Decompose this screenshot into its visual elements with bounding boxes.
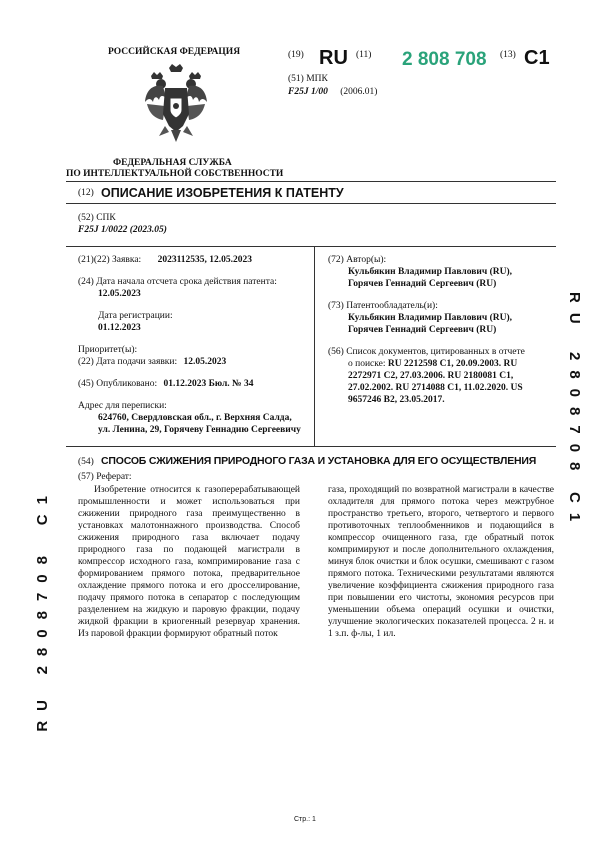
cited-line: 2272971 C2, 27.03.2006. RU 2180081 C1,: [348, 371, 514, 381]
bib-right: [328, 254, 554, 406]
priority-label: Приоритет(ы):: [78, 345, 138, 355]
emblem-icon: [143, 62, 209, 144]
side-right-kind: C1: [566, 492, 583, 532]
published-value: 01.12.2023 Бюл. № 34: [163, 379, 254, 389]
rule-bib-bottom: [66, 446, 556, 447]
code-54: (54): [78, 457, 94, 467]
bib-column-divider: [314, 246, 315, 446]
ipc-line: [288, 86, 377, 98]
authors-label: (72) Автор(ы):: [328, 255, 387, 265]
cited-line: 9657246 B2, 23.05.2017.: [348, 395, 445, 405]
author-item: Кульбякин Владимир Павлович (RU),: [348, 267, 513, 277]
application-value: 2023112535, 12.05.2023: [157, 255, 253, 265]
owner-item: Кульбякин Владимир Павлович (RU),: [348, 313, 513, 323]
abstract-right-column: [328, 484, 554, 640]
side-left-country: RU: [34, 690, 51, 732]
ipc-label: (51) МПК: [288, 74, 328, 84]
cited-line: RU 2212598 C1, 20.09.2003. RU: [387, 359, 518, 369]
ipc-value: F25J 1/00: [288, 87, 328, 97]
filing-value: 12.05.2023: [183, 357, 227, 367]
address-label: Адрес для переписки:: [78, 401, 167, 411]
bib-left: [78, 254, 310, 436]
country-code: RU: [319, 47, 348, 69]
country-name: РОССИЙСКАЯ ФЕДЕРАЦИЯ: [108, 47, 241, 57]
code-19: (19): [288, 50, 304, 60]
rule-top: [66, 181, 556, 182]
author-item: Горячев Геннадий Сергеевич (RU): [348, 279, 497, 289]
published-label: (45) Опубликовано:: [78, 379, 158, 389]
term-start-value: 12.05.2023: [98, 289, 141, 299]
ipc-date: (2006.01): [340, 87, 378, 97]
cited-prefix: о поиске:: [348, 359, 386, 369]
agency-line2: ПО ИНТЕЛЛЕКТУАЛЬНОЙ СОБСТВЕННОСТИ: [66, 169, 284, 179]
code-11: (11): [356, 50, 372, 60]
abstract-right-text: газа, проходящий по возвратной магистрали в качестве охладителя для прямого потока через межтрубное пространство третьего, второго, четвертого и первого противоточных теплообменников и подающийся в компрессор очищенного газа, где обратный поток компримируют и после дополнительного охлаждения, минуя блок очистки и блок осушки, смешивают с газом прямого потока. Техническими результатами являются увеличение коэффициента сжижения природного газа при повышении его чистоты, экономия ресурсов при уменьшении объема операций осушки и очистки, улучшение экологических показателей процесса. 2 н. и 1 з.п. ф-лы, 1 ил.: [328, 485, 554, 639]
document-type: ОПИСАНИЕ ИЗОБРЕТЕНИЯ К ПАТЕНТУ: [101, 186, 344, 200]
code-12: (12): [78, 188, 94, 198]
rule-bib-top: [66, 246, 556, 247]
rule-under-title: [66, 203, 556, 204]
side-right-number: 2808708: [566, 352, 583, 481]
abstract-left-column: [78, 484, 300, 640]
application-label: (21)(22) Заявка:: [78, 255, 142, 265]
address-line: 624760, Свердловская обл., г. Верхняя Салда,: [98, 413, 292, 423]
abstract-left-text: Изобретение относится к газоперерабатывающей промышленности и может использоваться при сжижении природного газа преимущественно в установках малотоннажного производства. Способ сжижения природного газа включает подачу природного газа по подающей магистрали в компрессор исходного газа, компримирование газа с формированием прямого потока, предварительное охлаждение прямого потока и его дросселирование, подачу прямого потока в сепаратор с последующим разделением на жидкую и паровую фракции, подачу жидкой фракции в криогенный резервуар хранения. Из паровой фракции формируют обратный поток: [78, 485, 300, 639]
address-line: ул. Ленина, 29, Горячеву Геннадию Сергеевичу: [98, 425, 301, 435]
invention-title: СПОСОБ СЖИЖЕНИЯ ПРИРОДНОГО ГАЗА И УСТАНОВКА ДЛЯ ЕГО ОСУЩЕСТВЛЕНИЯ: [101, 455, 537, 467]
side-left-number: 2808708: [34, 546, 51, 675]
owner-item: Горячев Геннадий Сергеевич (RU): [348, 325, 497, 335]
kind-code: C1: [524, 47, 550, 69]
spk-value: [78, 224, 167, 236]
spk-label: (52) СПК: [78, 213, 116, 223]
agency-line1: ФЕДЕРАЛЬНАЯ СЛУЖБА: [113, 158, 232, 168]
spk-code: F25J 1/0022 (2023.05): [78, 225, 167, 235]
abstract-label: (57) Реферат:: [78, 472, 132, 482]
side-right-country: RU: [566, 292, 583, 334]
cited-label: (56) Список документов, цитированных в отчете: [328, 347, 525, 357]
registration-label: Дата регистрации:: [98, 311, 173, 321]
term-start-label: (24) Дата начала отсчета срока действия патента:: [78, 277, 277, 287]
patent-number: 2 808 708: [402, 49, 487, 70]
cited-line: 27.02.2002. RU 2714088 C1, 11.02.2020. US: [348, 383, 523, 393]
filing-label: (22) Дата подачи заявки:: [78, 357, 178, 367]
side-left-kind: C1: [34, 486, 51, 526]
code-13: (13): [500, 50, 516, 60]
owners-label: (73) Патентообладатель(и):: [328, 301, 438, 311]
registration-value: 01.12.2023: [98, 323, 141, 333]
page-number: Стр.: 1: [294, 816, 316, 823]
